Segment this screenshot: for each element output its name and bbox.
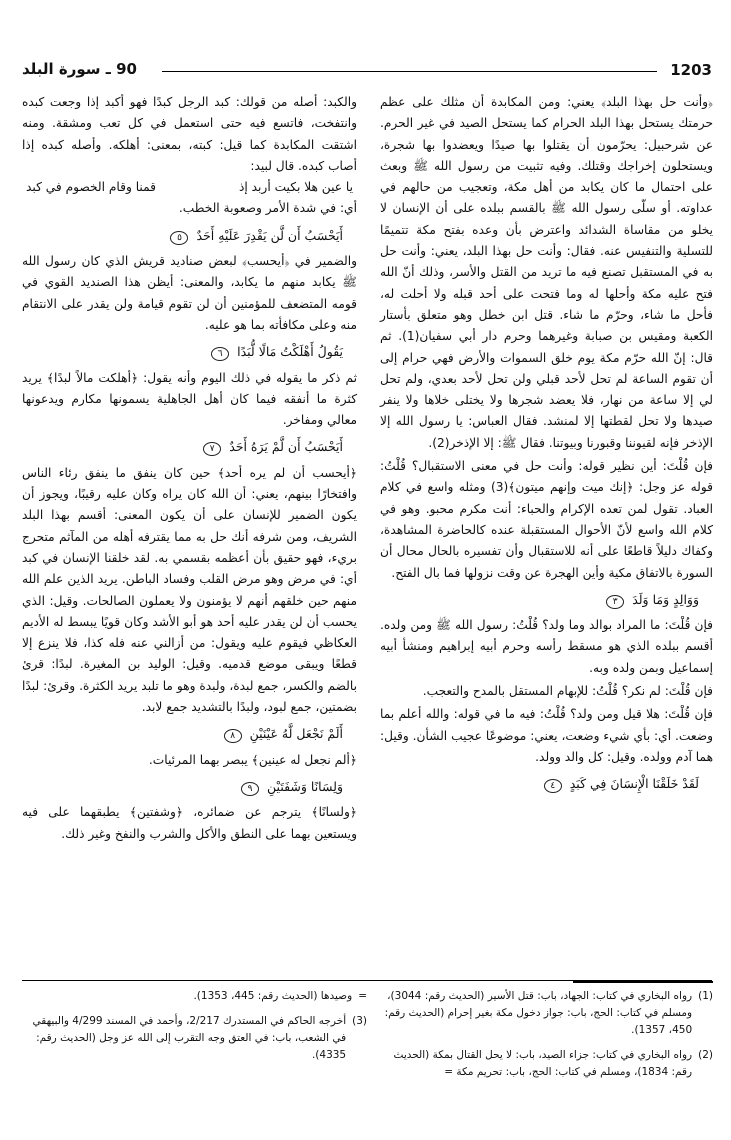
- verse-number: ٤: [544, 779, 562, 793]
- quran-verse: [380, 773, 713, 794]
- quran-verse: [22, 341, 357, 362]
- footnote: [22, 1013, 367, 1064]
- verse-number: ٨: [224, 729, 242, 743]
- verse-number: ٩: [241, 782, 259, 796]
- poem-hemistich: يا عين هلا بكيت أربد إذ: [238, 180, 353, 195]
- quran-verse: [22, 776, 357, 797]
- paragraph: فإن قُلْتَ: أين نظير قوله: وأنت حل في معنى الاستقبال؟ قُلْتُ: قوله عز وجل: ﴿إنك ميت وإنهم ميتون﴾(3) ومثله واسع في كلام العباد. تقول لمن تعده الإكرام والحباء: أنت مكرم محبو. وهو في كلام الله واسع لأنّ الأحوال المستقبلة عنده كالحاضرة المشاهدة، وكفاك دليلاً قاطعًا على أنه للاستقبال وأن تفسيره بالحال محال أن السورة بالاتفاق مكية وأين الهجرة عن وقت نزولها فما بال الفتح.: [380, 459, 713, 580]
- verse-text: يَقُولُ أَهْلَكْتُ مَالًا لُّبَدًا: [237, 344, 343, 360]
- paragraph: أي: في شدة الأمر وصعوبة الخطب.: [178, 201, 357, 216]
- footnote-text: رواه البخاري في كتاب: الجهاد، باب: قتل الأسير (الحديث رقم: 3044)، ومسلم في كتاب: الحج، باب: جواز دخول مكة بغير إحرام (الحديث رقم: 450، 1357).: [384, 990, 693, 1036]
- quran-verse: [22, 436, 357, 457]
- footnote-number: (2): [698, 1049, 713, 1061]
- poem-hemistich: قمنا وقام الخصوم في كبد: [26, 180, 156, 195]
- paragraph: فإن قُلْتَ: ما المراد بوالد وما ولد؟ قُلْتُ: رسول الله ﷺ ومن ولده. أقسم ببلده الذي هو مسقط رأسه وحرم أبيه إبراهيم ومنشأ أبيه إسماعيل وبمن ولده وبه.: [380, 618, 713, 675]
- page-number: 1203: [670, 61, 712, 79]
- paragraph: والضمير في ﴿أيحسب﴾ لبعض صناديد قريش الذي كان رسول الله ﷺ يكابد منهم ما يكابد، والمعنى: أيظن هذا الصنديد القوي في قومه المتضعف للمؤمنين أن لن تقوم قيامة ولن يقدر على الانتقام منه وعلى مكافأته بما هو عليه.: [22, 254, 357, 332]
- footnote: [383, 1047, 713, 1081]
- footnote: [22, 988, 367, 1005]
- verse-text: أَيَحْسَبُ أَن لَّن يَقْدِرَ عَلَيْهِ أَحَدٌ: [196, 227, 343, 243]
- paragraph: فإن قُلْتَ: هلا قيل ومن ولد؟ قُلْتُ: فيه ما في قوله: والله أعلم بما وضعت. أي: بأي شيء وضعت، يعني: موضوعًا عجيب الشأن. وقيل: هما آدم وولده. وقيل: كل والد وولد.: [380, 707, 713, 764]
- quran-verse: [380, 589, 713, 610]
- paragraph: والكبد: أصله من قولك: كبد الرجل كبدًا فهو أكبد إذا وجعت كبده وانتفخت، فاتسع فيه حتى استعمل في كل تعب ومشقة. ومنه اشتقت المكابدة كما قيل: كبته، بمعنى: أهلكه. وأصله كبده إذا أصاب كبده. قال لبيد:: [22, 95, 357, 173]
- verse-text: أَيَحْسَبُ أَن لَّمْ يَرَهُ أَحَدٌ: [229, 439, 343, 455]
- verse-number: ٦: [211, 347, 229, 361]
- paragraph: ﴿ألم نجعل له عينين﴾ يبصر بهما المرئيات.: [148, 752, 357, 767]
- paragraph: ﴿ولسانًا﴾ يترجم عن ضمائره، ﴿وشفتين﴾ يطبقهما على فيه ويستعين بهما على النطق والأكل والشرب والنفخ وغير ذلك.: [22, 805, 357, 841]
- verse-text: وَلِسَانًا وَشَفَتَيْنِ: [267, 778, 343, 794]
- quran-verse: [22, 225, 357, 246]
- verse-number: ٣: [606, 595, 624, 609]
- poetry-line: [22, 177, 357, 198]
- footnote-text: وصيدها (الحديث رقم: 445، 1353).: [193, 990, 353, 1002]
- page-header: [22, 60, 712, 82]
- paragraph: ﴿أيحسب أن لم يره أحد﴾ حين كان ينفق ما ينفق رئاء الناس وافتخارًا بينهم، يعني: أن الله كان يراه وكان عليه رقيبًا، ويجوز أن يكون الضمير للإنسان على أن يكون المعنى: أقسم بهذا البلد الشريف، ومن شرفه أنك حل به مما يقترفه أهله من المآثم متحرج بريء، فهو حقيق بأن أعظمه بقسمي به. لقد خلقنا الإنسان في كبد أي: في مرض وهو مرض القلب وفساد الباطن. يريد الذين علم الله منهم حين خلقهم أنهم لا يؤمنون ولا يعملون الصالحات. وقيل: الذي يحسب أن لن يقدر عليه أحد هو أبو الأشد وكان قويًا يبسط له الأديم العكاظي فيقوم عليه ويقول: من أزالني عنه فله كذا، فلا ينزع إلا قطعًا ويبقى موضع قدميه. وقيل: الوليد بن المغيرة. لبدًا: قرئ بالضم والكسر، جمع لبدة، ولبدة وهو ما تلبد يريد الكثرة. وقرئ: لبدًا بضمتين، جمع لبود، ولبدًا بالتشديد جمع لابد.: [22, 465, 357, 715]
- right-column: [380, 92, 713, 800]
- footnote-number: (1): [698, 990, 713, 1002]
- verse-text: أَلَمْ نَجْعَل لَّهُ عَيْنَيْنِ: [249, 726, 343, 742]
- footnotes-right: [383, 988, 713, 1081]
- footnotes-left: [22, 988, 367, 1064]
- footnote-text: رواه البخاري في كتاب: جزاء الصيد، باب: لا يحل القتال بمكة (الحديث رقم: 1834)، ومسلم في كتاب: الحج، باب: تحريم مكة =: [393, 1049, 693, 1078]
- paragraph: ثم ذكر ما يقوله في ذلك اليوم وأنه يقول: ﴿أهلكت مالاً لبدًا﴾ يريد كثرة ما أنفقه فيما كان أهل الجاهلية يسمونها مكارم ويدعونها معالي ومفاخر.: [22, 370, 357, 428]
- paragraph: فإن قُلْتَ: لم نكر؟ قُلْتُ: للإبهام المستقل بالمدح والتعجب.: [422, 684, 713, 699]
- footnote-text: أخرجه الحاكم في المستدرك 2/217، وأحمد في المسند 4/299 والبيهقي في الشعب، باب: في العتق وجه التقرب إلى الله عز وجل (الحديث رقم: 4335).: [32, 1015, 347, 1061]
- verse-number: ٥: [170, 231, 188, 245]
- footnote: [383, 988, 713, 1039]
- quran-verse: [22, 723, 357, 744]
- footnote-number: =: [358, 990, 367, 1002]
- header-rule: [162, 71, 657, 72]
- footnote-rule-accent: [573, 981, 713, 983]
- verse-text: لَقَدْ خَلَقْنَا الْإِنسَانَ فِي كَبَدٍ: [569, 776, 699, 792]
- surah-title: 90 ـ سورة البلد: [22, 60, 137, 78]
- left-column: [22, 92, 357, 845]
- footnote-number: (3): [352, 1015, 367, 1027]
- paragraph: ﴿وأنت حل بهذا البلد﴾ يعني: ومن المكابدة أن مثلك على عظم حرمتك يستحل بهذا البلد الحرام كما يستحل الصيد في غير الحرم. عن شرحبيل: يحرّمون أن يقتلوا بها صيدًا ويعضدوا بها شجرة، ويستحلون إخراجك وقتلك. وفيه تثبيت من رسول الله ﷺ وبعث على احتمال ما كان يكابد من أهل مكة، وتعجيب من حالهم في عداوته. أو سلّى رسول الله ﷺ بالقسم ببلده على أن الإنسان لا يخلو من مقاساة الشدائد واعترض بأن وعده بفتح مكة تتميمًا للتسلية والتنفيس عنه. فقال: وأنت حل بهذا البلد، يعني: وأنت حل به في المستقبل تصنع فيه ما تريد من القتل والأسر، وذلك أنّ الله فتح عليه مكة وأحلها له وما فتحت على أحد قبله ولا أحلت له، فأحل ما شاء، وحرّم ما شاء. قتل ابن خطل وهو متعلق بأستار الكعبة ومقيس بن صبابة وغيرهما وحرم دار أبي سفيان(1). ثم قال: إنّ الله حرّم مكة يوم خلق السموات والأرض فهي حرام إلى أن تقوم الساعة لم تحل لأحد قبلي ولن تحل لأحد بعدي، ولم تحل لي إلا ساعة من نهار، فلا يعضد شجرها ولا يختلى خلاها ولا ينفر صيدها ولا تحل لقطتها إلا لمنشد. فقال العباس: يا رسول الله إلا الإذخر فإنه لقيوننا وقبورنا وبيوتنا. فقال ﷺ: إلا الإذخر(2).: [380, 95, 713, 450]
- verse-number: ٧: [203, 442, 221, 456]
- verse-text: وَوَالِدٍ وَمَا وَلَدَ: [632, 591, 699, 607]
